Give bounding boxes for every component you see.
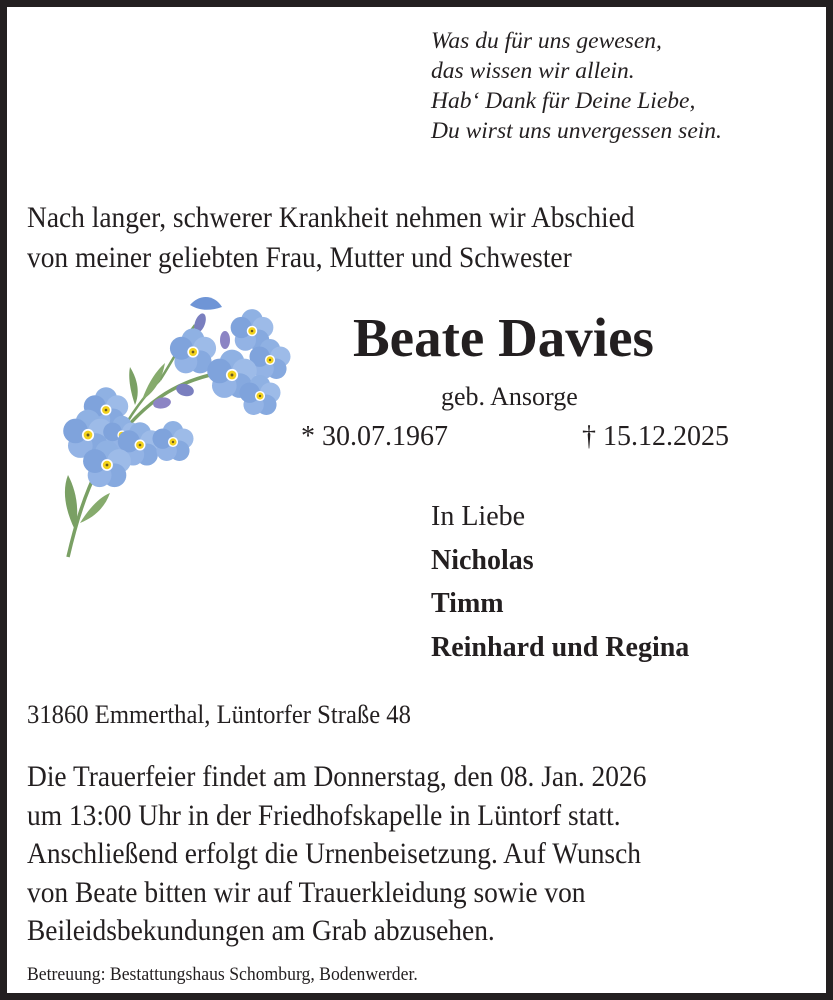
poem-line: Was du für uns gewesen, — [431, 28, 662, 54]
closing-phrase: In Liebe — [431, 501, 526, 532]
mourner-name: Nicholas — [431, 544, 534, 576]
memorial-poem — [431, 26, 722, 146]
intro-line: Nach langer, schwerer Krankheit nehmen wir Abschied — [27, 202, 635, 234]
mourner-name: Reinhard und Regina — [431, 631, 690, 663]
service-line: Die Trauerfeier findet am Donnerstag, den 08. Jan. 2026 — [27, 761, 647, 793]
obituary-notice — [7, 7, 826, 993]
poem-line: Hab‘ Dank für Deine Liebe, — [431, 88, 696, 114]
poem-line: das wissen wir allein. — [431, 58, 635, 84]
service-line: von Beate bitten wir auf Trauerkleidung sowie von — [27, 876, 586, 909]
deceased-name: Beate Davies — [353, 307, 654, 368]
service-line: um 13:00 Uhr in der Friedhofskapelle in Lüntorf statt. — [27, 799, 621, 832]
signature-block — [431, 495, 689, 669]
poem-line: Du wirst uns unvergessen sein. — [431, 118, 722, 144]
mourner-name: Timm — [431, 588, 504, 619]
forget-me-not-flower-icon — [50, 285, 310, 565]
maiden-name: geb. Ansorge — [441, 382, 578, 411]
intro-text — [27, 198, 635, 278]
birth-date: * 30.07.1967 — [301, 421, 448, 452]
funeral-service-info — [27, 758, 646, 951]
service-line: Beileidsbekundungen am Grab abzusehen. — [27, 915, 495, 947]
family-address: 31860 Emmerthal, Lüntorfer Straße 48 — [27, 699, 411, 729]
death-date: † 15.12.2025 — [582, 421, 729, 452]
intro-line: von meiner geliebten Frau, Mutter und Schwester — [27, 242, 572, 274]
funeral-home-credit: Betreuung: Bestattungshaus Schomburg, Bodenwerder. — [27, 964, 418, 985]
service-line: Anschließend erfolgt die Urnenbeisetzung. Auf Wunsch — [27, 838, 642, 870]
